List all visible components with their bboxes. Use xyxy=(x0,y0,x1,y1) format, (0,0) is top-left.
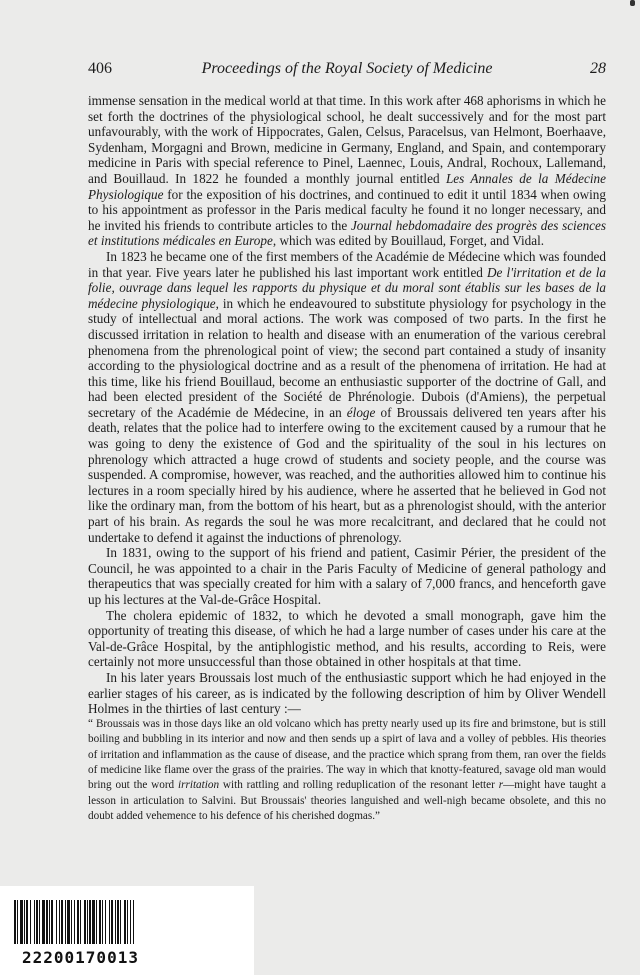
barcode-bar xyxy=(59,900,60,944)
running-header xyxy=(88,60,606,82)
text-run: for the exposition of his doctrines, and continued to edit it until 1834 when owing to his appointment as professor in the Paris medical faculty he found it no longer necessary, and he invited his friends to contribute articles to the xyxy=(88,186,606,233)
text-run: of Broussais delivered ten years after his death, relates that the police had to interfere owing to the excitement caused by a rumour that he was going to deny the existence of God and the spirituality of the soul in his lectures on phrenology which attracted a huge crowd of students and society people, and the course was suspended. A compromise, however, was reached, and the authorities allowed him to continue his lectures in a room specially hired by his audience, where he asserted that he believed in God not like the ordinary man, from the bottom of his heart, but as a phrenologist should, with the anterior part of his brain. As regards the soul he was more recalcitrant, and declared that he could not undertake to defend it against the inductions of phrenology. xyxy=(88,404,606,545)
article-body xyxy=(88,93,606,825)
barcode-bar xyxy=(24,900,25,944)
barcode-bar xyxy=(87,900,88,944)
journal-name: Journal hebdomadaire des progrès des sciences et institutions médicales en Europe xyxy=(88,217,606,249)
barcode-bar xyxy=(26,900,28,944)
barcode-bar xyxy=(102,900,103,944)
barcode-bar xyxy=(36,900,38,944)
barcode-bar xyxy=(34,900,35,944)
barcode-bar xyxy=(61,900,63,944)
barcode-bar xyxy=(89,900,91,944)
barcode-bar xyxy=(56,900,57,944)
barcode-bar xyxy=(42,900,45,944)
barcode-bar xyxy=(51,900,53,944)
text-run: In 1823 he became one of the first members of the Académie de Médecine which was founded in that year. Five years later he published his last important work entitled xyxy=(88,248,606,280)
paragraph xyxy=(88,93,606,249)
barcode-bar xyxy=(14,900,16,944)
barcode-bar xyxy=(130,900,131,944)
text-run: immense sensation in the medical world at that time. In this work after 468 aphorisms in which he set forth the doctrines of the physiological school, he dealt successively and for the most part unfavourably, with the work of Hippocrates, Galen, Celsus, Paracelsus, van Helmont, Boerhaave, Sydenham, Morgagni and Brown, medicine in Germany, England, and Spain, and contemporary medicine in Paris with special reference to Pinel, Laennec, Louis, Andral, Rochoux, Lallemand, and Bouillaud. In 1822 he founded a monthly journal entitled xyxy=(88,93,606,186)
page-number: 406 xyxy=(88,60,112,77)
text-run: , in which he endeavoured to substitute physiology for psychology in the study of intellectual and moral actions. The work was composed of two parts. In the first he discussed irritation in relation to health and disease with an enumeration of the various cerebral phenomena from the phrenological point of view; the second part contained a study of insanity according to the physiological doctrine and as a result of the phenomena of irritation. He had at this time, like his friend Bouillaud, become an enthusiastic supporter of the doctrine of Gall, and had been elected president of the Société de Phrénologie. Dubois (d'Amiens), the perpetual secretary of the Académie de Médecine, in an xyxy=(88,295,607,420)
text-run: “ Broussais was in those days like an old volcano which has pretty nearly used up its fire and brimstone, but is still boiling and bubbling in its interior and now and then sends up a spirt of lava and a volley of pebbles. His theories of irritation and inflammation as the cause of disease, and the practice which sprang from them, ran over the fields of medicine like flame over the grass of the prairies. The way in which that knotty-featured, savage old man would bring out the word xyxy=(88,717,606,792)
barcode-bar xyxy=(105,900,106,944)
barcode-bar xyxy=(127,900,128,944)
barcode-bar xyxy=(17,900,18,944)
paragraph: In his later years Broussais lost much of the enthusiastic support which he had enjoyed in the earlier stages of his career, as is indicated by the following description of him by Oliver Wendell Holmes in the thirties of last century :— xyxy=(88,669,606,717)
barcode-bar xyxy=(39,900,40,944)
barcode-bar xyxy=(92,900,95,944)
barcode-number: 22200170013 xyxy=(22,948,139,967)
block-quote xyxy=(88,717,606,825)
barcode-bar xyxy=(96,900,97,944)
barcode-bar xyxy=(77,900,79,944)
barcode-bar xyxy=(133,900,134,944)
barcode-bar xyxy=(99,900,101,944)
italic-term: éloge xyxy=(346,404,376,420)
page-mark xyxy=(630,0,635,6)
barcode-bar xyxy=(120,900,121,944)
barcode-bar xyxy=(124,900,126,944)
barcode-bar xyxy=(71,900,72,944)
barcode-bar xyxy=(80,900,81,944)
journal-title: Proceedings of the Royal Society of Medicine xyxy=(201,60,493,77)
barcode-bar xyxy=(109,900,110,944)
paragraph xyxy=(88,249,606,545)
text-run: with rattling and rolling reduplication of the resonant letter xyxy=(219,779,499,792)
text-run: , which was edited by Bouillaud, Forget, and Vidal. xyxy=(272,233,545,249)
text-run: —might have taught a lesson in articulation to Salvini. But Broussais' theories languished and well-nigh became obsolete, and this no doubt added vehemence to his defence of his cherished dogmas.” xyxy=(88,779,606,823)
barcode-bar xyxy=(111,900,113,944)
barcode-bar xyxy=(84,900,86,944)
barcode-bar xyxy=(46,900,48,944)
volume-number: 28 xyxy=(590,60,606,77)
barcode-bar xyxy=(30,900,31,944)
paragraph: In 1831, owing to the support of his friend and patient, Casimir Périer, the president of the Council, he was appointed to a chair in the Paris Faculty of Medicine of general pathology and therapeutics that was specially created for him with a salary of 7,000 francs, and henceforth gave up his lectures at the Val-de-Grâce Hospital. xyxy=(88,545,606,607)
italic-term: irritation xyxy=(178,779,220,792)
barcode-bar xyxy=(115,900,116,944)
barcode-bar xyxy=(74,900,75,944)
barcode-bar xyxy=(67,900,70,944)
paragraph: The cholera epidemic of 1832, to which he devoted a small monograph, gave him the opportunity of treating this disease, of which he had a large number of cases under his care at the Val-de-Grâce Hospital, by the antiphlogistic method, and his results, according to Reis, were certainly not more unsuccessful than those obtained in other hospitals at that time. xyxy=(88,607,606,670)
barcode-bar xyxy=(65,900,66,944)
barcode-bars xyxy=(14,900,240,944)
italic-term: r xyxy=(498,779,504,792)
barcode-bar xyxy=(117,900,119,944)
barcode-bar xyxy=(49,900,50,944)
library-barcode xyxy=(0,886,254,975)
work-title: De l'irritation et de la folie, ouvrage dans lequel les rapports du physique et du moral sont établis sur les bases de la médecine physiologique xyxy=(88,264,606,311)
journal-name: Les Annales de la Médecine Physiologique xyxy=(88,170,606,202)
barcode-bar xyxy=(20,900,23,944)
